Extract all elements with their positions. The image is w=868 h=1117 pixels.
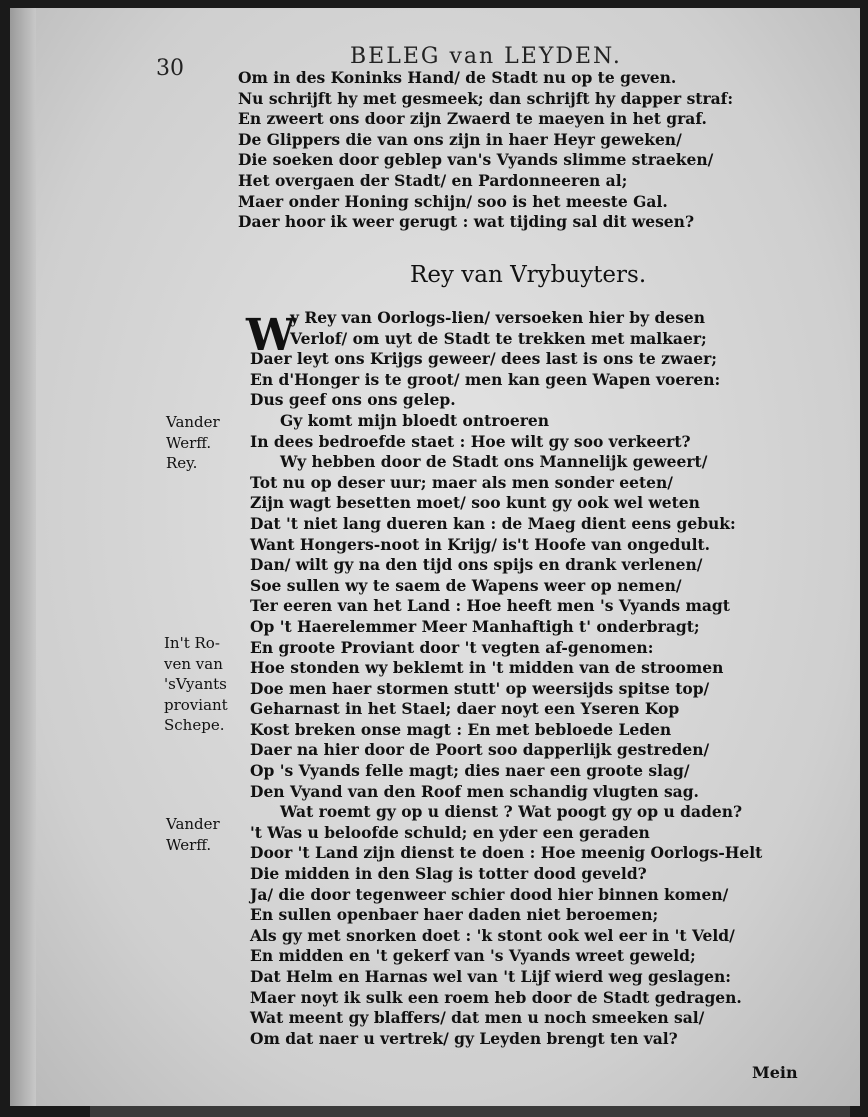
sidenote-line: Vander (166, 815, 220, 833)
sidenote-line: Vander (166, 413, 220, 431)
verse-line: En d'Honger is te groot/ men kan geen Wapen voeren: (250, 369, 721, 389)
verse-line: Wat roemt gy op u dienst ? Wat poogt gy op u daden? (280, 802, 743, 822)
verse-line: Den Vyand van den Roof men schandig vlugten sag. (250, 781, 699, 801)
sidenote-line: Schepe. (164, 716, 225, 735)
verse-line: Om in des Koninks Hand/ de Stadt nu op te geven. (238, 68, 677, 87)
sidenote-roven (164, 633, 228, 736)
verse-line: Het overgaen der Stadt/ en Pardonneeren al; (238, 170, 628, 190)
verse-line: Als gy met snorken doet : 'k stont ook wel eer in 't Veld/ (250, 925, 735, 945)
sidenote-line: proviant (164, 695, 228, 714)
sidenote-line: Werff. (166, 433, 212, 452)
sidenote-line: 'sVyants (164, 675, 227, 694)
verse-line: En midden en 't gekerf van 's Vyands wreet geweld; (250, 946, 696, 966)
verse-line: Op 't Haerelemmer Meer Manhaftigh t' onderbragt; (250, 616, 700, 636)
verse-line: Die midden in den Slag is totter dood geveld? (250, 864, 647, 884)
verse-line: Maer onder Honing schijn/ soo is het meeste Gal. (238, 191, 668, 211)
catchword: Mein (752, 1063, 798, 1082)
verse-line: Dat 't niet lang dueren kan : de Maeg dient eens gebuk: (250, 513, 736, 533)
verse-line: Wat meent gy blaffers/ dat men u noch smeeken sal/ (250, 1008, 705, 1028)
verse-line: Zijn wagt besetten moet/ soo kunt gy ook wel weten (250, 493, 700, 513)
book-page (10, 8, 860, 1106)
verse-line: En sullen openbaer haer daden niet beroemen; (250, 905, 659, 925)
sidenote-line: Rey. (166, 454, 198, 473)
verse-line: Kost breken onse magt : En met bebloede Leden (250, 719, 672, 739)
sidenote-line: In't Ro- (164, 634, 220, 652)
verse-line: Daer leyt ons Krijgs geweer/ dees last is ons te zwaer; (250, 349, 718, 369)
page-gutter (10, 8, 36, 1106)
verse-line: Om dat naer u vertrek/ gy Leyden brengt ten val? (250, 1028, 678, 1048)
verse-line: Hoe stonden wy beklemt in 't midden van de stroomen (250, 658, 724, 678)
verse-line: Dat Helm en Harnas wel van 't Lijf wierd weg geslagen: (250, 967, 731, 986)
verse-line: Dan/ wilt gy na den tijd ons spijs en drank verlenen/ (250, 555, 703, 575)
verse-line: Ter eeren van het Land : Hoe heeft men 's Vyands magt (250, 596, 730, 616)
section-title: Rey van Vrybuyters. (410, 262, 647, 288)
verse-line: Maer noyt ik sulk een roem heb door de Stadt gedragen. (250, 987, 742, 1007)
sidenote-speaker (166, 412, 220, 474)
main-verse-block (250, 308, 850, 1049)
verse-line: Daer na hier door de Poort soo dapperlijk gestreden/ (250, 740, 710, 760)
scanner-edge (90, 1106, 850, 1117)
verse-line: Ja/ die door tegenweer schier dood hier binnen komen/ (250, 884, 729, 904)
verse-line: Door 't Land zijn dienst te doen : Hoe meenig Oorlogs-Helt (250, 843, 763, 863)
verse-line: En zweert ons door zijn Zwaerd te maeyen in het graf. (238, 109, 707, 129)
verse-line: Op 's Vyands felle magt; dies naer een groote slag/ (250, 761, 690, 781)
verse-line: Gy komt mijn bloedt ontroeren (280, 410, 549, 430)
verse-line: Geharnast in het Stael; daer noyt een Yseren Kop (250, 699, 680, 719)
verse-line: Verlof/ om uyt de Stadt te trekken met malkaer; (290, 328, 707, 348)
verse-line: Soe sullen wy te saem de Wapens weer op nemen/ (250, 575, 682, 595)
page-number: 30 (156, 56, 184, 81)
verse-line: 't Was u beloofde schuld; en yder een geraden (250, 822, 650, 842)
sidenote-line: ven van (164, 654, 223, 673)
verse-line: Doe men haer stormen stutt' op weersijds spitse top/ (250, 678, 710, 698)
sidenote-line: Werff. (166, 835, 212, 854)
drop-capital: W (246, 310, 296, 361)
verse-line: Die soeken door geblep van's Vyands slimme straeken/ (238, 150, 714, 170)
verse-line: Dus geef ons ons gelep. (250, 390, 456, 410)
verse-line: Nu schrijft hy met gesmeek; dan schrijft hy dapper straf: (238, 88, 734, 108)
sidenote-speaker (166, 814, 220, 855)
verse-line: En groote Proviant door 't vegten af-genomen: (250, 637, 654, 657)
verse-line: Tot nu op deser uur; maer als men sonder eeten/ (250, 472, 673, 492)
verse-line: De Glippers die van ons zijn in haer Heyr geweken/ (238, 129, 682, 149)
verse-line: Want Hongers-noot in Krijg/ is't Hoofe van ongedult. (250, 534, 711, 554)
verse-line: In dees bedroefde staet : Hoe wilt gy soo verkeert? (250, 431, 691, 451)
top-verse-block (238, 68, 838, 233)
verse-line: y Rey van Oorlogs-lien/ versoeken hier by desen (290, 308, 706, 327)
running-head: BELEG van LEYDEN. (350, 44, 622, 69)
verse-line: Daer hoor ik weer gerugt : wat tijding sal dit wesen? (238, 212, 695, 232)
verse-line: Wy hebben door de Stadt ons Mannelijk geweert/ (280, 452, 708, 472)
